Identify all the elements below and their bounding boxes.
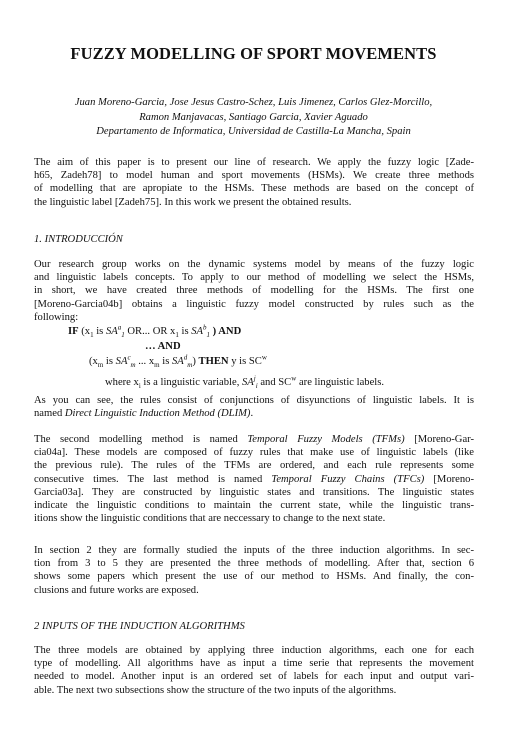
paragraph-line: named Direct Linguistic Induction Method (DLIM). — [34, 408, 254, 420]
paragraph-line: clusions and future works are exposed. — [34, 584, 199, 596]
affiliation: Departamento de Informatica, Universidad de Castilla-La Mancha, Spain — [96, 126, 411, 137]
paper-title: FUZZY MODELLING OF SPORT MOVEMENTS — [70, 44, 437, 63]
paragraph-line: The second modelling method is named Temporal Fuzzy Models (TFMs) [Moreno-Gar- — [34, 434, 474, 445]
sections-overview-paragraph — [34, 544, 474, 597]
authors-line-1: Juan Moreno-Garcia, Jose Jesus Castro-Schez, Luis Jimenez, Carlos Glez-Morcillo, — [74, 97, 433, 108]
authors-line-2: Ramon Manjavacas, Santiago Garcia, Xavier Aguado — [139, 112, 368, 123]
paragraph-line: the previous rule). The rules of the TFMs are ordered, and each rule represents some — [34, 460, 474, 472]
inputs-paragraph — [34, 644, 474, 697]
paragraph-line: indicate the linguistic conditions to maintain the current state, while the linguistic trans- — [34, 500, 474, 512]
intro-paragraph — [34, 258, 474, 324]
paragraph-line: As you can see, the rules consist of conjunctions of disyunctions of linguistic labels. It is — [34, 395, 474, 406]
rule-formula-line-1: IF ($x_1$ is $SA^a_1$ OR... OR $x_1$ is $SA^b_1$ ) AND — [68, 323, 242, 340]
abstract-line: h65, Zadeh78] to model human and sport movements (HSMs). We create three methods — [34, 170, 474, 182]
abstract — [34, 156, 474, 209]
section-heading-inputs: 2 INPUTS OF THE INDUCTION ALGORITHMS — [34, 621, 245, 632]
where-explanation: where $x_i$ is a linguistic variable, $SA^j_i$ and $SC^w$ are linguistic labels. — [105, 374, 384, 391]
section-heading-introduction: 1. INTRODUCCIÓN — [34, 234, 123, 245]
abstract-line: of modelling that are apropiate to the HSMs. These methods are based on the concept of — [34, 183, 474, 195]
paragraph-line: tion from 3 to 5 they are presented the three methods of modelling. After that, section 6 — [34, 558, 474, 570]
abstract-line: The aim of this paper is to present our line of research. We apply the fuzzy logic [Zade- — [34, 157, 474, 168]
methods-paragraph — [34, 433, 474, 525]
rule-formula-line-3: ($x_m$ is $SA^c_m$ ... $x_m$ is $SA^d_m$) THEN y is $SC^w$ — [89, 353, 267, 370]
paragraph-line: needed to model. Another input is an ordered set of labels for each input and output vari- — [34, 671, 474, 683]
paragraph-line: Garcia03a]. They are constructed by linguistic states and transitions. The linguistic states — [34, 486, 474, 498]
paragraph-line: In section 2 they are formally studied the inputs of the three induction algorithms. In sec- — [34, 545, 474, 556]
paragraph-line: following: — [34, 311, 79, 323]
paragraph-line: able. The next two subsections show the structure of the two inputs of the algorithms. — [34, 684, 397, 696]
paragraph-line: and linguistic labels concepts. To apply to our method of modelling we select the HSMs, — [34, 272, 474, 284]
paragraph-line: The three models are obtained by applying three induction algorithms, each one for each — [34, 645, 474, 656]
paragraph-line: cia04a]. These models are composed of fuzzy rules that make use of linguistic labels (like — [34, 447, 474, 459]
abstract-line: the linguistic label [Zadeh75]. In this work we present the obtained results. — [34, 196, 352, 208]
paragraph-line: shows some papers which present the use of our method to HSMs. And finally, the con- — [34, 571, 474, 583]
author-list — [20, 95, 487, 125]
paragraph-line: consecutive times. The last method is named Temporal Fuzzy Chains (TFCs) [Moreno- — [34, 473, 474, 485]
paragraph-line: type of modelling. All algorithms have as input a time serie that represents the movement — [34, 658, 474, 670]
paragraph-line: itions show the linguistic conditions that are neccessary to change to the next state. — [34, 513, 386, 525]
paragraph-line: Our research group works on the dynamic systems model by means of the fuzzy logic — [34, 259, 474, 270]
paragraph-line: [Moreno-Garcia04b] obtains a linguistic fuzzy model constructed by rules such as the — [34, 298, 474, 310]
rule-formula-line-2: … AND — [145, 341, 181, 352]
intro-paragraph-2 — [34, 394, 474, 420]
paragraph-line: in short, we have created three methods of modelling for the HSMs. The first one — [34, 285, 474, 297]
